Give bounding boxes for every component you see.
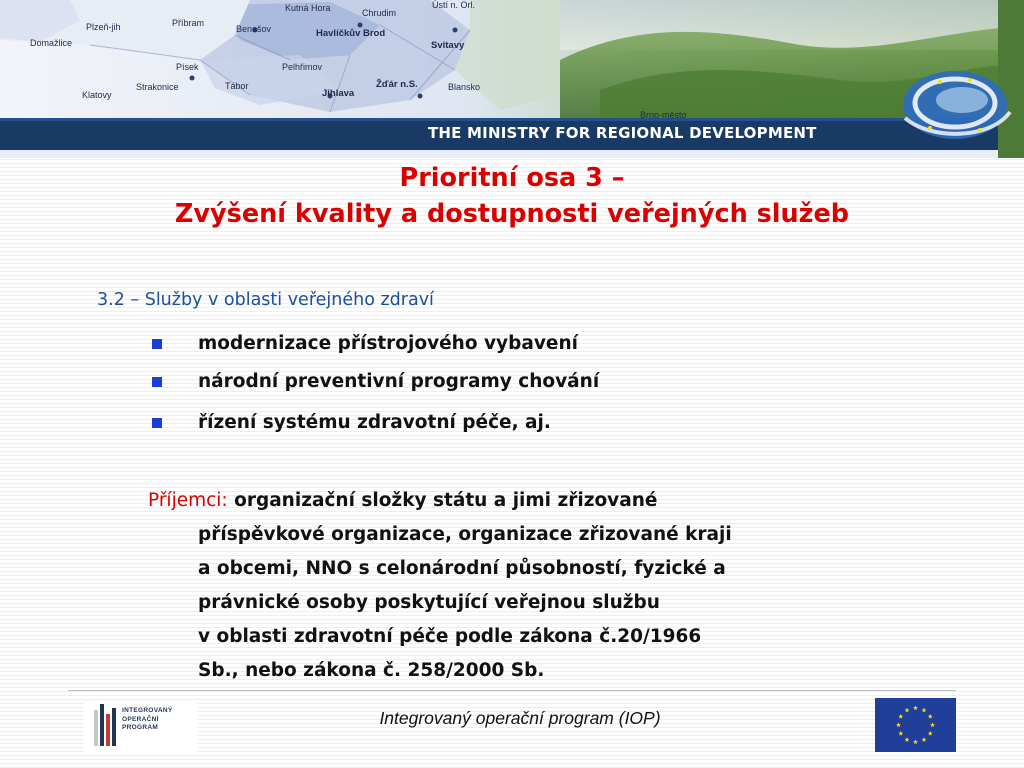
bullet-text: řízení systému zdravotní péče, aj. [198,412,551,433]
recipients-text: příspěvkové organizace, organizace zřizované kraji [198,524,732,545]
iop-logo-line: PROGRAM [122,724,159,731]
recipients-text: v oblasti zdravotní péče podle zákona č.20/1966 [198,626,702,647]
bullet-square-icon [152,339,162,349]
map-label: Domažlice [30,38,73,48]
map-label: Chrudim [362,8,397,18]
map-label: Pelhřimov [282,62,323,72]
map-label: Strakonice [136,82,179,92]
map-label: Žďár n.S. [376,79,418,90]
map-label: Písek [176,62,199,72]
map-label: Havlíčkův Brod [316,28,386,39]
recipients-first-line [148,484,968,518]
eu-flag-icon [875,698,956,752]
map-label: Brno-město [640,110,687,120]
recipients-text: Sb., nebo zákona č. 258/2000 Sb. [198,660,545,681]
map-label: Plzeň-jih [86,22,121,32]
recipients-label: Příjemci: [148,490,228,511]
map-label: Svitavy [431,40,465,51]
iop-logo-text [122,707,173,733]
recipients-text: a obcemi, NNO s celonárodní působností, fyzické a [198,558,726,579]
map-label: Blansko [448,82,481,92]
bullet-square-icon [152,418,162,428]
map-label: Kutná Hora [285,3,331,13]
bullet-text: národní preventivní programy chování [198,371,600,392]
map-label: Benešov [236,24,272,34]
recipients-paragraph [148,484,968,688]
iop-logo [84,700,197,752]
title-line-2: Zvýšení kvality a dostupnosti veřejných služeb [174,199,850,229]
title-line-1: Prioritní osa 3 – [399,163,625,193]
recipients-text: právnické osoby poskytující veřejnou službu [198,592,660,613]
header-banner [0,0,1024,158]
iop-logo-line: INTEGROVANÝ [122,707,173,714]
bullet-text: modernizace přístrojového vybavení [198,333,578,354]
map-label: Ústí n. Orl. [432,0,476,10]
map-label: Jihlava [322,88,355,99]
footer-divider [68,690,956,691]
recipients-text: organizační složky státu a jimi zřizované [234,490,658,511]
bullet-square-icon [152,377,162,387]
map-label: Klatovy [82,90,112,100]
iop-logo-line: OPERAČNÍ [122,715,159,723]
ministry-name: THE MINISTRY FOR REGIONAL DEVELOPMENT [428,124,817,142]
slide-title [0,160,1024,232]
section-subheading: 3.2 – Služby v oblasti veřejného zdraví [97,290,434,310]
map-label: Tábor [225,81,249,91]
footer-caption: Integrovaný operační program (IOP) [379,708,661,728]
map-label: Příbram [172,18,205,28]
